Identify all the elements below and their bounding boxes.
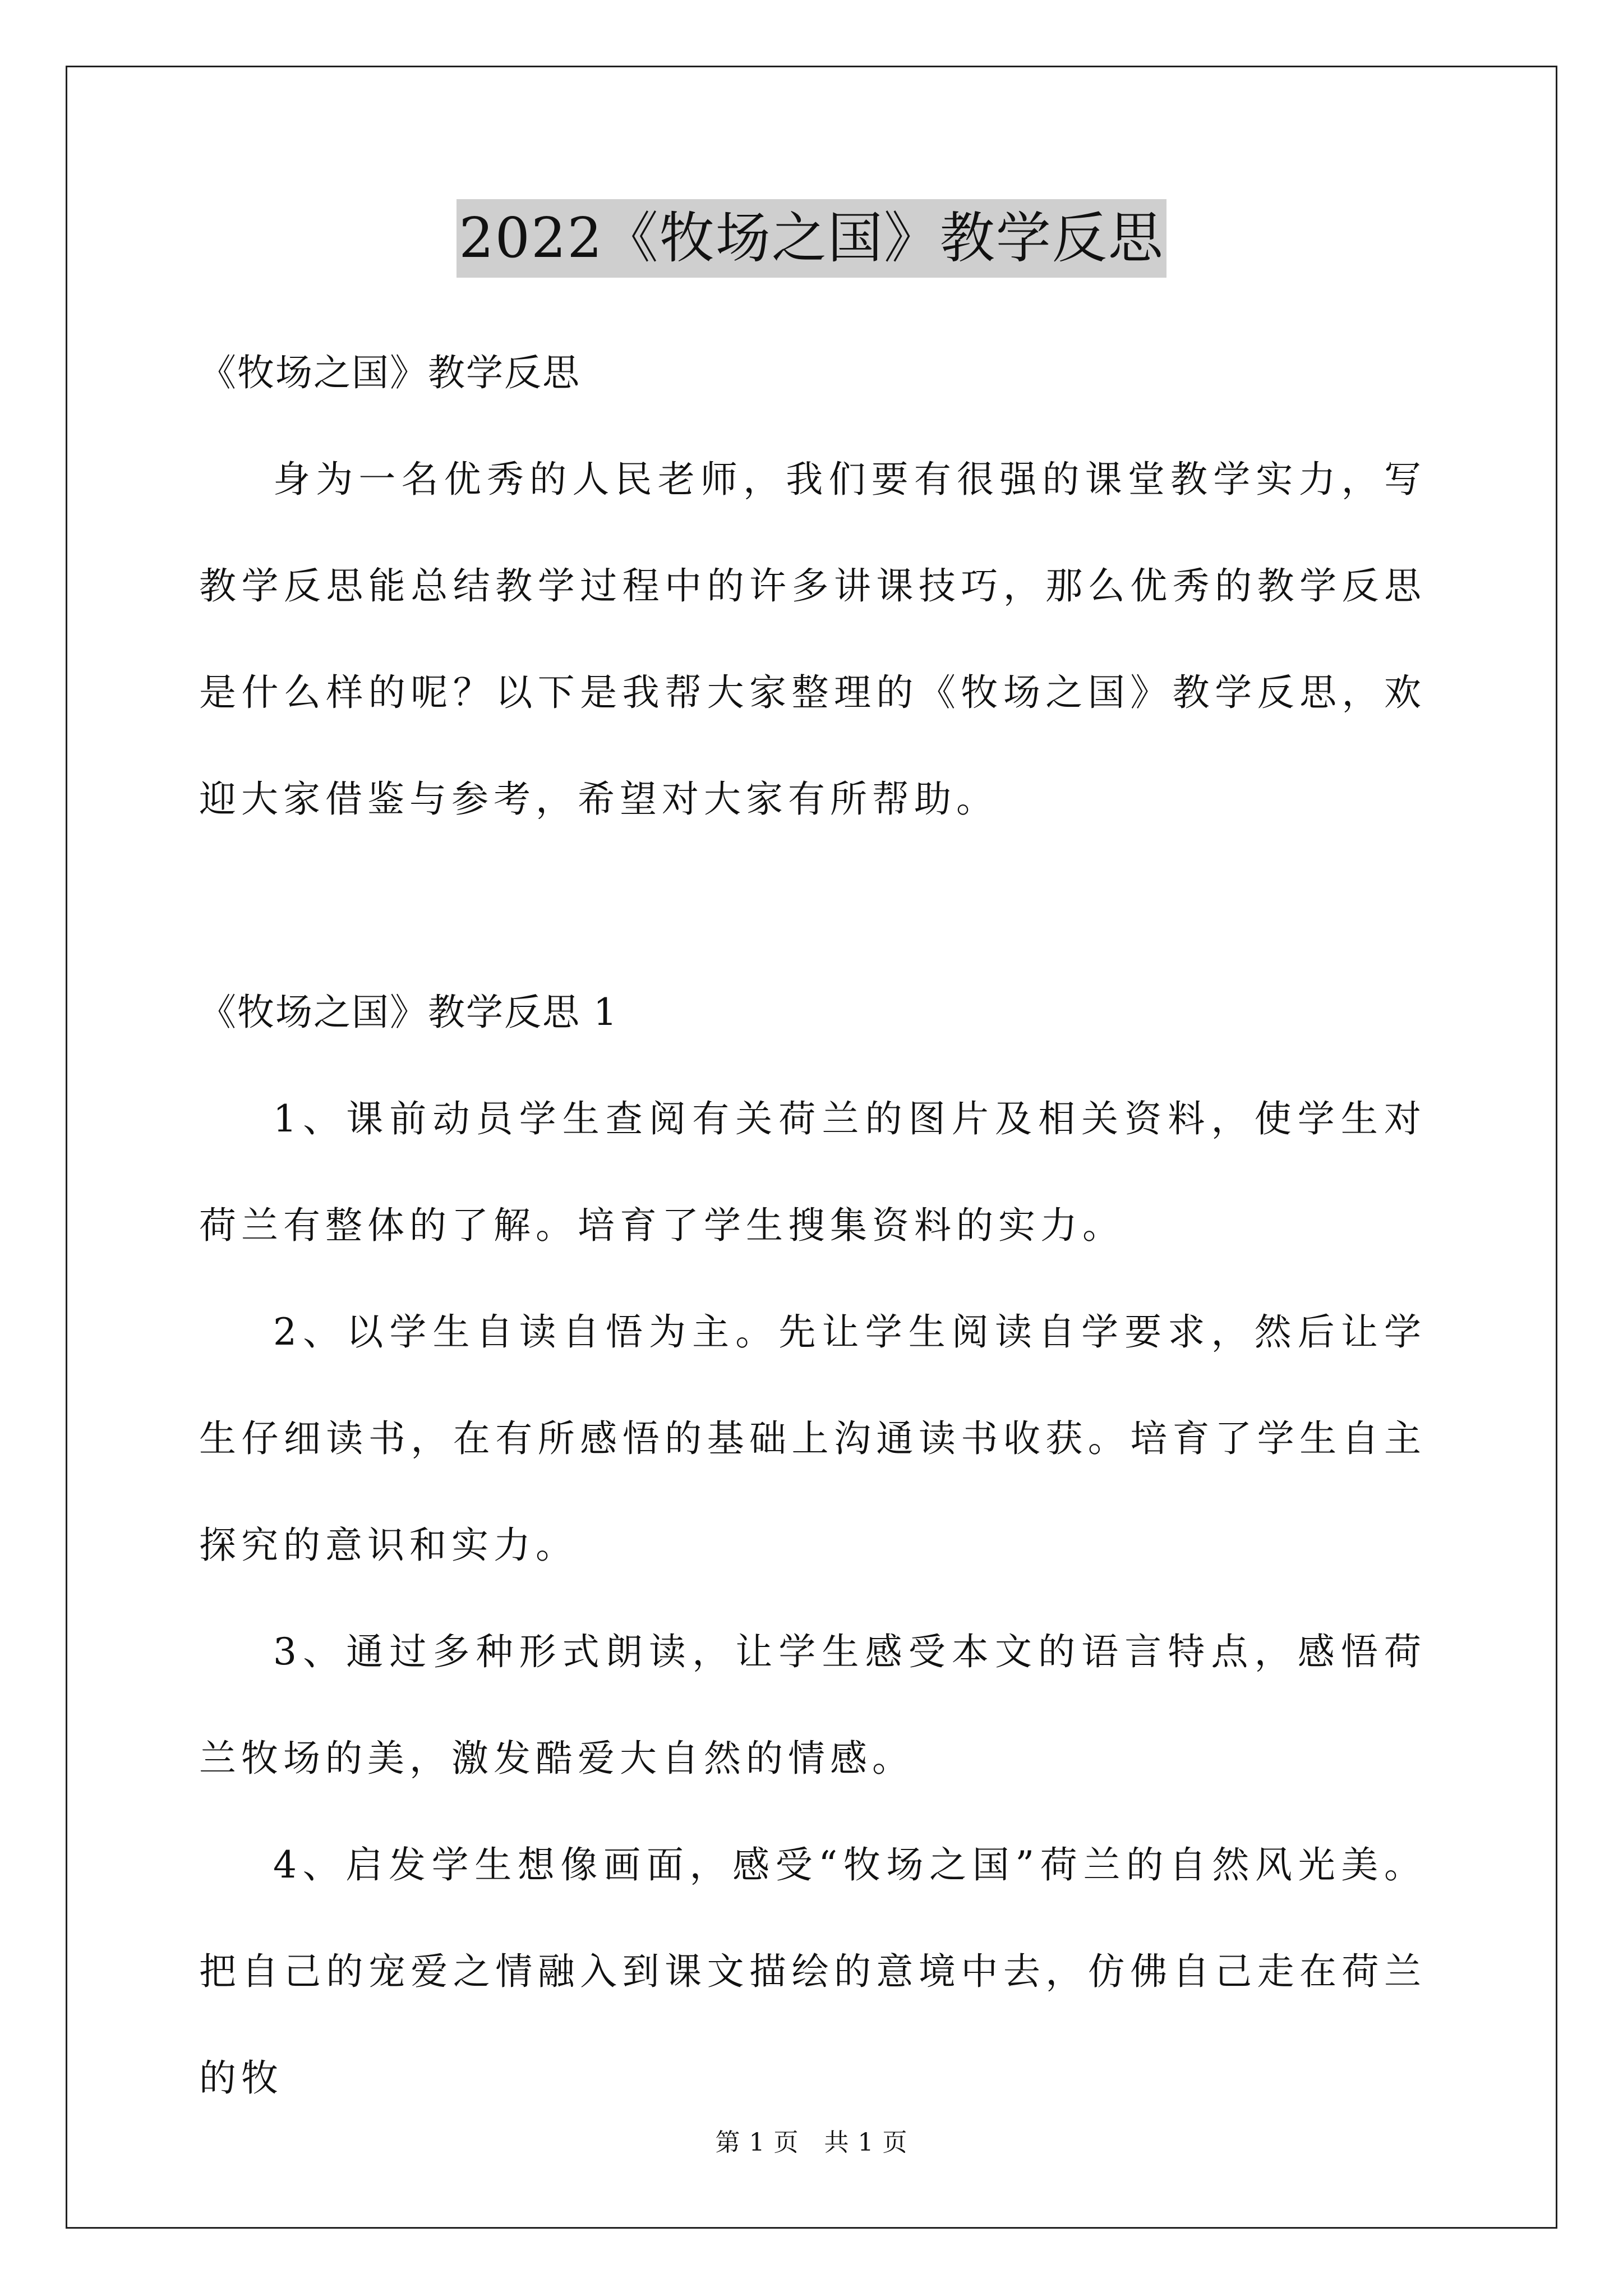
document-body [199, 320, 1426, 2132]
page-footer: 第 1 页 共 1 页 [715, 2128, 908, 2157]
section-heading-reflection-1: 《牧场之国》教学反思 1 [199, 991, 618, 1034]
section-spacer [199, 853, 1426, 959]
point-paragraph-4: 4、启发学生想像画面，感受“牧场之国”荷兰的自然风光美。把自己的宠爱之情融入到课文描绘的意境中去，仿佛自己走在荷兰的牧 [199, 1843, 1426, 2100]
point-paragraph-3: 3、通过多种形式朗读，让学生感受本文的语言特点，感悟荷兰牧场的美，激发酷爱大自然的情感。 [199, 1630, 1426, 1780]
intro-paragraph: 身为一名优秀的人民老师，我们要有很强的课堂教学实力，写教学反思能总结教学过程中的许多讲课技巧，那么优秀的教学反思是什么样的呢？以下是我帮大家整理的《牧场之国》教学反思，欢迎大家借鉴与参考，希望对大家有所帮助。 [199, 458, 1426, 821]
section-heading-main: 《牧场之国》教学反思 [199, 351, 580, 394]
point-paragraph-1: 1、课前动员学生查阅有关荷兰的图片及相关资料，使学生对荷兰有整体的了解。培育了学生搜集资料的实力。 [199, 1097, 1426, 1247]
title-container [0, 199, 1623, 278]
document-title: 2022《牧场之国》教学反思 [457, 199, 1166, 278]
point-paragraph-2: 2、以学生自读自悟为主。先让学生阅读自学要求，然后让学生仔细读书，在有所感悟的基础上沟通读书收获。培育了学生自主探究的意识和实力。 [199, 1310, 1426, 1567]
